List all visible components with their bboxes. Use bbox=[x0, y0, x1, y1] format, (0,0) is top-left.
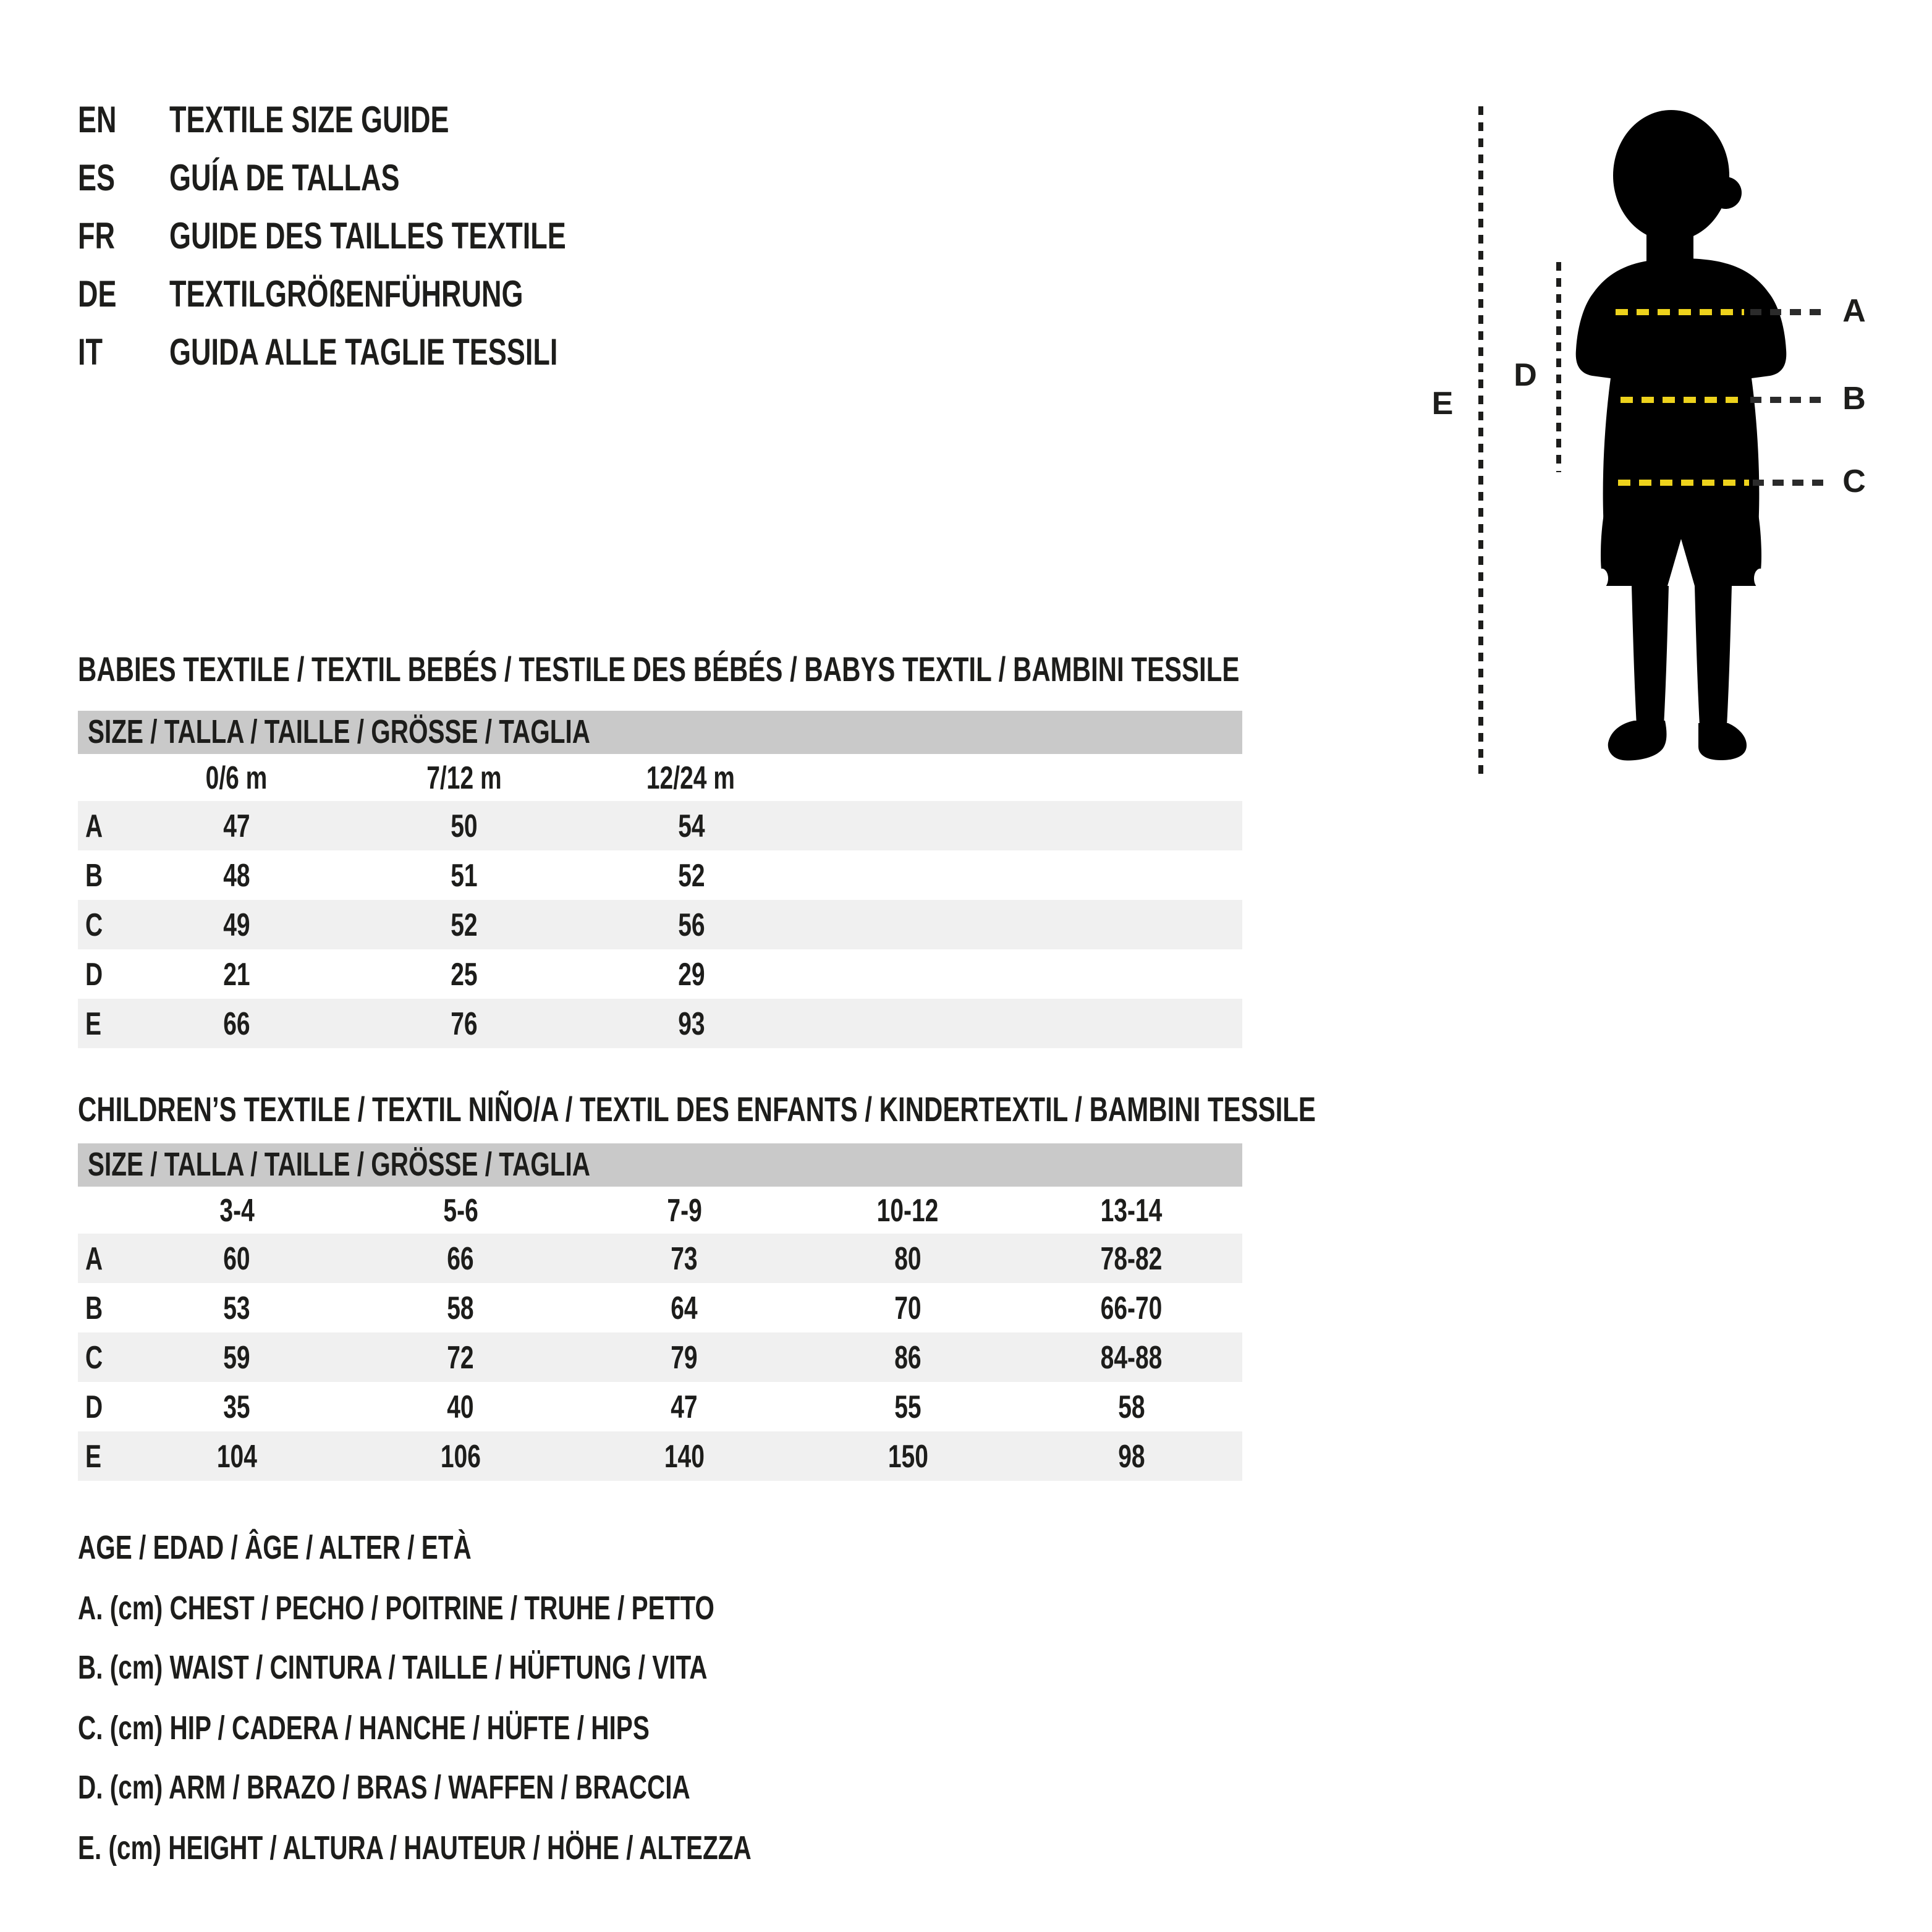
legend-line-waist: B. (cm) WAIST / CINTURA / TAILLE / HÜFTUNG / VITA bbox=[78, 1649, 708, 1686]
age-cell: 7-9 bbox=[666, 1191, 702, 1228]
value-cell: 35 bbox=[223, 1388, 250, 1425]
value-cell: 53 bbox=[223, 1289, 250, 1326]
age-cell: 13-14 bbox=[1101, 1191, 1163, 1228]
diagram-label-a: A bbox=[1842, 292, 1866, 329]
language-code: ES bbox=[78, 158, 116, 199]
value-cell: 25 bbox=[450, 955, 477, 992]
value-cell: 55 bbox=[894, 1388, 922, 1425]
row-label-cell: E bbox=[85, 1004, 102, 1041]
value-cell: 47 bbox=[671, 1388, 698, 1425]
value-cell: 52 bbox=[677, 856, 705, 893]
value-cell: 104 bbox=[216, 1437, 257, 1474]
legend-line-age: AGE / EDAD / ÂGE / ALTER / ETÀ bbox=[78, 1529, 472, 1566]
size-header-bar bbox=[78, 711, 1242, 754]
value-cell: 47 bbox=[222, 807, 250, 844]
value-cell: 54 bbox=[677, 807, 705, 844]
value-cell: 140 bbox=[664, 1437, 705, 1474]
language-title: GUÍA DE TALLAS bbox=[169, 158, 400, 199]
children-size-table bbox=[78, 1143, 1242, 1481]
value-cell: 76 bbox=[450, 1004, 477, 1041]
legend-line-arm: D. (cm) ARM / BRAZO / BRAS / WAFFEN / BRACCIA bbox=[78, 1769, 690, 1806]
row-label-cell: D bbox=[85, 955, 103, 992]
diagram-label-d: D bbox=[1514, 356, 1537, 393]
age-cell: 5-6 bbox=[443, 1191, 478, 1228]
measure-row-e bbox=[78, 999, 1242, 1048]
value-cell: 93 bbox=[677, 1004, 705, 1041]
row-label-cell: B bbox=[85, 1289, 103, 1326]
value-cell: 60 bbox=[223, 1239, 250, 1276]
value-cell: 49 bbox=[222, 905, 250, 943]
row-label-cell: E bbox=[85, 1437, 102, 1474]
language-code: EN bbox=[78, 100, 117, 141]
children-section-title: CHILDREN’S TEXTILE / TEXTIL NIÑO/A / TEXTIL DES ENFANTS / KINDERTEXTIL / BAMBINI TESSILE bbox=[78, 1090, 1316, 1129]
language-title: TEXTILGRÖßENFÜHRUNG bbox=[169, 274, 523, 315]
value-cell: 66 bbox=[222, 1004, 250, 1041]
value-cell: 98 bbox=[1118, 1437, 1145, 1474]
measure-row-c bbox=[78, 1332, 1242, 1382]
diagram-label-c: C bbox=[1842, 462, 1866, 499]
size-header-label: SIZE / TALLA / TAILLE / GRÖSSE / TAGLIA bbox=[88, 713, 590, 750]
value-cell: 72 bbox=[447, 1338, 474, 1375]
age-cell: 10-12 bbox=[877, 1191, 939, 1228]
language-row bbox=[78, 274, 641, 316]
language-title: GUIDE DES TAILLES TEXTILE bbox=[169, 216, 566, 257]
value-cell: 70 bbox=[894, 1289, 922, 1326]
row-label-cell: A bbox=[85, 807, 103, 844]
value-cell: 80 bbox=[894, 1239, 922, 1276]
language-row bbox=[78, 216, 698, 258]
value-cell: 21 bbox=[222, 955, 250, 992]
value-cell: 150 bbox=[888, 1437, 928, 1474]
language-row bbox=[78, 100, 542, 142]
value-cell: 84-88 bbox=[1101, 1338, 1163, 1375]
measure-row-b bbox=[78, 1283, 1242, 1332]
measure-row-a bbox=[78, 801, 1242, 850]
babies-size-table bbox=[78, 711, 1242, 1048]
age-header-row bbox=[78, 754, 1242, 801]
value-cell: 86 bbox=[894, 1338, 922, 1375]
chest-line-a-yellow bbox=[1616, 309, 1744, 315]
language-code: FR bbox=[78, 216, 115, 257]
waist-line-b-dark bbox=[1750, 397, 1827, 403]
value-cell: 106 bbox=[440, 1437, 481, 1474]
size-header-label: SIZE / TALLA / TAILLE / GRÖSSE / TAGLIA bbox=[88, 1146, 590, 1183]
measure-row-c bbox=[78, 900, 1242, 949]
size-header-bar bbox=[78, 1143, 1242, 1187]
hip-line-c-yellow bbox=[1618, 480, 1749, 486]
value-cell: 73 bbox=[671, 1239, 698, 1276]
diagram-label-b: B bbox=[1842, 379, 1866, 417]
value-cell: 51 bbox=[450, 856, 477, 893]
value-cell: 79 bbox=[671, 1338, 698, 1375]
value-cell: 58 bbox=[1118, 1388, 1145, 1425]
measure-row-e bbox=[78, 1431, 1242, 1481]
value-cell: 59 bbox=[223, 1338, 250, 1375]
legend-line-height: E. (cm) HEIGHT / ALTURA / HAUTEUR / HÖHE / ALTEZZA bbox=[78, 1829, 752, 1866]
language-code: DE bbox=[78, 274, 117, 315]
measure-row-d bbox=[78, 949, 1242, 999]
language-title: TEXTILE SIZE GUIDE bbox=[169, 100, 449, 141]
value-cell: 48 bbox=[222, 856, 250, 893]
diagram-label-e: E bbox=[1431, 384, 1454, 422]
measure-row-b bbox=[78, 850, 1242, 900]
row-label-cell: B bbox=[85, 856, 103, 893]
value-cell: 66-70 bbox=[1101, 1289, 1163, 1326]
row-label-cell: D bbox=[85, 1388, 103, 1425]
row-label-cell: C bbox=[85, 1338, 103, 1375]
value-cell: 52 bbox=[450, 905, 477, 943]
value-cell: 40 bbox=[447, 1388, 474, 1425]
age-cell: 12/24 m bbox=[646, 758, 735, 795]
arm-line-d bbox=[1556, 262, 1561, 472]
legend-line-hip: C. (cm) HIP / CADERA / HANCHE / HÜFTE / HIPS bbox=[78, 1710, 650, 1747]
legend-line-chest: A. (cm) CHEST / PECHO / POITRINE / TRUHE / PETTO bbox=[78, 1590, 714, 1627]
value-cell: 29 bbox=[677, 955, 705, 992]
value-cell: 66 bbox=[447, 1239, 474, 1276]
language-row bbox=[78, 333, 687, 375]
row-label-cell: A bbox=[85, 1239, 103, 1276]
language-row bbox=[78, 158, 477, 200]
measure-row-a bbox=[78, 1234, 1242, 1283]
value-cell: 56 bbox=[677, 905, 705, 943]
measure-row-d bbox=[78, 1382, 1242, 1431]
hip-line-c-dark bbox=[1753, 480, 1827, 486]
chest-line-a-dark bbox=[1750, 309, 1827, 315]
age-header-row bbox=[78, 1187, 1242, 1234]
row-label-cell: C bbox=[85, 905, 103, 943]
value-cell: 64 bbox=[671, 1289, 698, 1326]
value-cell: 78-82 bbox=[1101, 1239, 1163, 1276]
value-cell: 50 bbox=[450, 807, 477, 844]
age-cell: 0/6 m bbox=[205, 758, 267, 795]
babies-section-title: BABIES TEXTILE / TEXTIL BEBÉS / TESTILE DES BÉBÉS / BABYS TEXTIL / BAMBINI TESSILE bbox=[78, 650, 1240, 688]
value-cell: 58 bbox=[447, 1289, 474, 1326]
age-cell: 7/12 m bbox=[426, 758, 501, 795]
language-code: IT bbox=[78, 333, 103, 373]
age-cell: 3-4 bbox=[219, 1191, 255, 1228]
waist-line-b-yellow bbox=[1621, 397, 1744, 403]
language-title: GUIDA ALLE TAGLIE TESSILI bbox=[169, 333, 558, 373]
